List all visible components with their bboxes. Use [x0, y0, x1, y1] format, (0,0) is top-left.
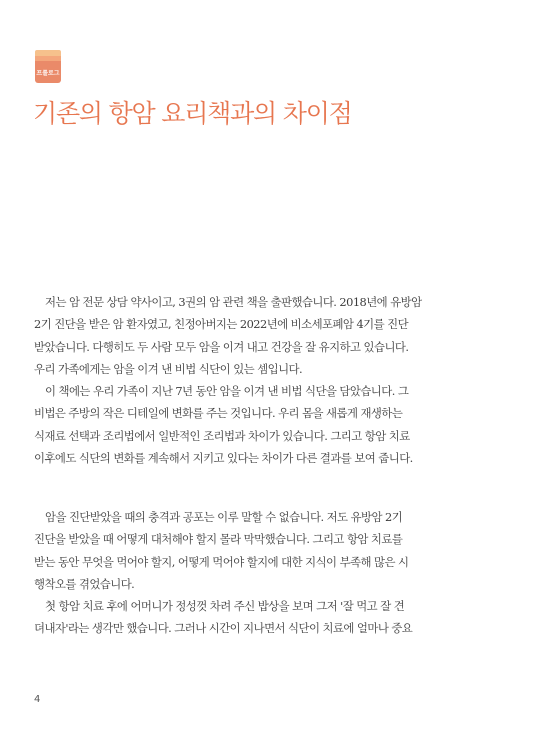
body-line: 우리 가족에게는 암을 이겨 낸 비법 식단이 있는 셈입니다.: [34, 361, 303, 376]
section-badge: [35, 50, 61, 86]
body-line: 진단을 받았을 때 어떻게 대처해야 할지 몰라 막막했습니다. 그리고 항암 치료를: [34, 532, 403, 547]
body-line: 이후에도 식단의 변화를 계속해서 지키고 있다는 차이가 다른 결과를 보여 줍니다.: [34, 451, 413, 466]
body-line: 비법은 주방의 작은 디테일에 변화를 주는 것입니다. 우리 몸을 새롭게 재생하는: [34, 406, 403, 421]
badge-label: 프롤로그: [36, 69, 60, 77]
badge-body: [35, 61, 61, 83]
body-line: 이 책에는 우리 가족이 지난 7년 동안 암을 이겨 낸 비법 식단을 담았습니다. 그: [45, 384, 409, 399]
body-paragraph-block-2: [34, 506, 500, 640]
body-line: 암을 진단받았을 때의 충격과 공포는 이루 말할 수 없습니다. 저도 유방암 2기: [45, 510, 403, 524]
section-title: 기존의 항암 요리책과의 차이점: [33, 99, 352, 128]
body-line: 2기 진단을 받은 암 환자였고, 친정아버지는 2022년에 비소세포폐암 4기를 진단: [34, 317, 409, 332]
body-line: 받았습니다. 다행히도 두 사람 모두 암을 이겨 내고 건강을 잘 유지하고 있습니다.: [34, 339, 409, 354]
body-line: 첫 항암 치료 후에 어머니가 정성껏 차려 주신 밥상을 보며 그저 '잘 먹고 잘 견: [45, 599, 405, 614]
body-line: 식재료 선택과 조리법에서 일반적인 조리법과 차이가 있습니다. 그리고 항암 치료: [34, 428, 410, 443]
body-line: 받는 동안 무엇을 먹어야 할지, 어떻게 먹어야 할지에 대한 지식이 부족해 많은 시: [34, 554, 409, 569]
page-number: 4: [34, 694, 41, 705]
body-paragraph-block-1: [34, 291, 500, 469]
body-line: 저는 암 전문 상담 약사이고, 3권의 암 관련 책을 출판했습니다. 2018년에 유방암: [45, 295, 422, 309]
body-line: 행착오를 겪었습니다.: [34, 576, 135, 591]
body-line: 뎌내자'라는 생각만 했습니다. 그러나 시간이 지나면서 식단이 치료에 얼마나 중요: [34, 621, 413, 636]
